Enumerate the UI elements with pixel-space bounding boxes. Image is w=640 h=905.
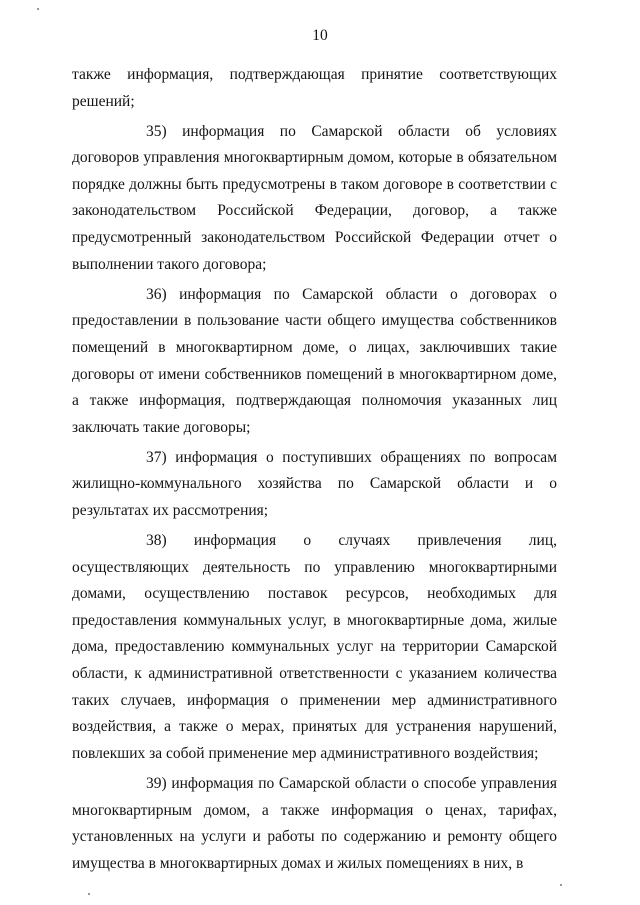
list-item-number: 36) [146,285,167,303]
list-item-39 [72,771,557,877]
list-item-text: информация по Самарской области об условиях договоров управления многоквартирным домом, которые в обязательном порядке должны быть предусмотрены в таком договоре в соответствии с законодательством Российской Федерации, договор, а также предусмотренный законодательством Российской Федерации отчет о выполнении такого договора; [72,122,557,273]
list-item-number: 35) [146,122,167,140]
list-item-text: информация по Самарской области о договорах о предоставлении в пользование части общего имущества собственников помещений в многоквартирном доме, о лицах, заключивших такие договоры от имени собственников помещений в многоквартирном доме, а также информация, подтверждающая полномочия указанных лиц заключать такие договоры; [72,285,557,436]
paragraph-text: также информация, подтверждающая принятие соответствующих решений; [72,66,557,110]
page-number: 10 [312,27,328,44]
list-item-35 [72,119,557,279]
list-item-text: информация по Самарской области о способе управления многоквартирным домом, а также информация о ценах, тарифах, установленных на услуги и работы по содержанию и ремонту общего имущества в многоквартирных домах и жилых помещениях в них, в [72,774,557,872]
paragraph-continuation [72,62,557,115]
list-item-37 [72,445,557,525]
list-item-36 [72,282,557,442]
document-body [72,62,557,877]
list-item-number: 38) [146,532,167,550]
list-item-number: 39) [146,774,167,792]
list-item-number: 37) [146,448,167,466]
scan-speck [560,884,562,886]
list-item-38 [72,528,557,767]
list-item-text: информация о случаях привлечения лиц, осуществляющих деятельность по управлению многоквартирными домами, осуществлению поставок ресурсов, необходимых для предоставления коммунальных услуг, в многоквартирные дома, жилые дома, предоставлению коммунальных услуг на территории Самарской области, к административной ответственности с указанием количества таких случаев, информация о применении мер административного воздействия, а также о мерах, принятых для устранения нарушений, повлекших за собой применение мер административного воздействия; [72,532,557,762]
list-item-text: информация о поступивших обращениях по вопросам жилищно-коммунального хозяйства по Самарской области и о результатах их рассмотрения; [72,448,557,519]
scan-speck [88,893,90,895]
scan-speck [37,8,39,10]
